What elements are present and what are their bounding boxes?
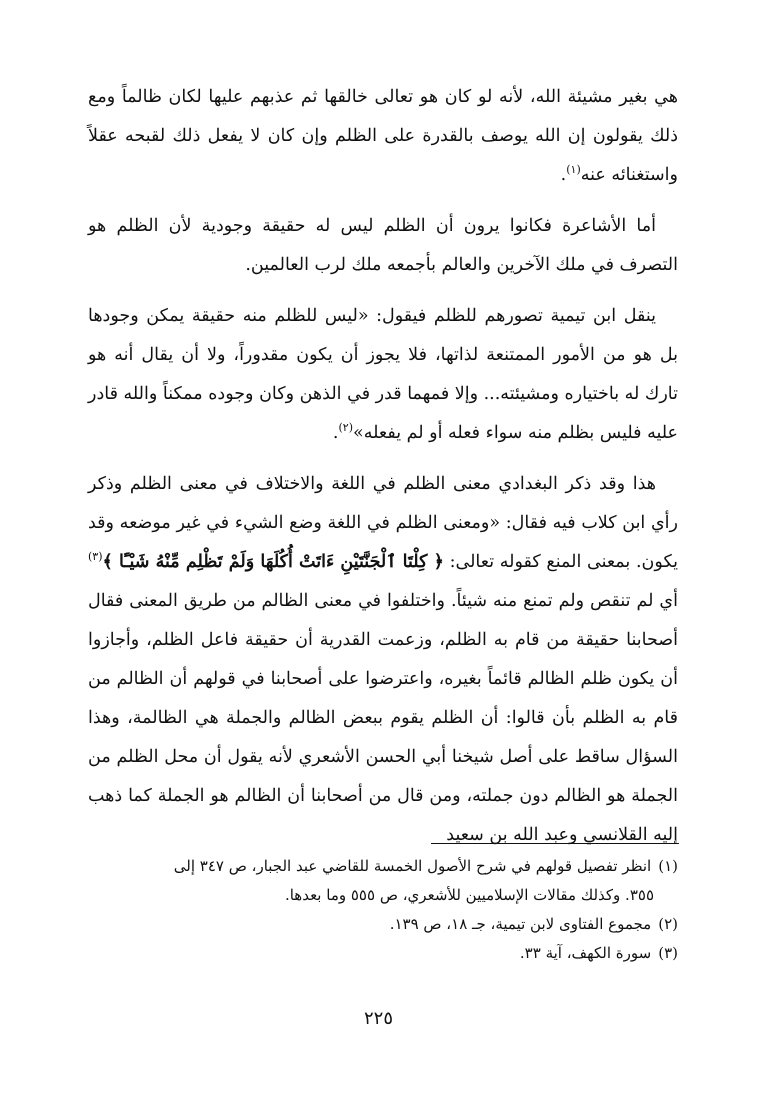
footnote-2-text: مجموع الفتاوى لابن تيمية، جـ ١٨، ص ١٣٩. xyxy=(389,915,652,933)
paragraph-4-text-a: هذا وقد ذكر البغدادي معنى الظلم في اللغة والاختلاف في معنى الظلم وذكر رأي ابن كلاب فيه فقال: «ومعنى الظلم في اللغة وضع الشيء في غير موضعه وقد يكون. بمعنى المنع كقوله تعالى: xyxy=(88,474,678,572)
footnote-1-text: انظر تفصيل قولهم في شرح الأصول الخمسة للقاضي عبد الجبار، ص ٣٤٧ إلى xyxy=(173,857,652,875)
footnote-3-number: (٣) xyxy=(658,944,678,962)
page-number: ٢٢٥ xyxy=(363,1008,393,1029)
footnote-3-text: سورة الكهف، آية ٣٣. xyxy=(519,944,652,962)
footnote-1-number: (١) xyxy=(658,857,678,875)
paragraph-4-text-b: أي لم تنقص ولم تمنع منه شيئاً. واختلفوا في معنى الظالم من طريق المعنى فقال أصحابنا حقيقة من قام به الظلم، وزعمت القدرية أن حقيقة فاعل الظلم، وأجازوا أن يكون ظلم الظالم قائماً بغيره، واعترضوا على أصحابنا في قولهم أن الظالم من قام به الظلم بأن قالوا: أن الظلم يقوم ببعض الظالم والجملة هي الظالمة، وهذا السؤال ساقط على أصل شيخنا أبي الحسن الأشعري لأنه يقول أن محل الظلم من الجملة هو الظالم دون جملته، ومن قال من أصحابنا أن الظالم هو الجملة كما ذهب إليه القلانسي وعبد الله بن سعيد xyxy=(88,591,678,845)
footnote-1 xyxy=(80,852,678,881)
footnote-1-text-continued: ٣٥٥. وكذلك مقالات الإسلاميين للأشعري، ص ٥٥٥ وما بعدها. xyxy=(284,886,654,904)
footnote-ref-3: (٣) xyxy=(88,550,103,564)
paragraph-3 xyxy=(88,297,678,453)
paragraph-3-end: . xyxy=(332,423,339,443)
footnote-2-number: (٢) xyxy=(658,915,678,933)
footnotes xyxy=(80,852,678,968)
footnote-separator xyxy=(431,843,679,844)
paragraph-4 xyxy=(88,465,678,855)
paragraph-2 xyxy=(88,207,678,285)
paragraph-1 xyxy=(88,78,678,195)
paragraph-1-end: . xyxy=(560,165,567,185)
footnote-2 xyxy=(80,910,678,939)
main-text xyxy=(88,78,678,855)
paragraph-2-text: أما الأشاعرة فكانوا يرون أن الظلم ليس له حقيقة وجودية لأن الظلم هو التصرف في ملك الآخرين والعالم بأجمعه ملك لرب العالمين. xyxy=(88,216,678,275)
paragraph-3-text: ينقل ابن تيمية تصورهم للظلم فيقول: «ليس للظلم منه حقيقة يمكن وجودها بل هو من الأمور الممتنعة لذاتها، فلا يجوز أن يكون مقدوراً، ولا أن يقال أنه هو تارك له باختياره ومشيئته... وإلا فمهما قدر في الذهن وكان وجوده ممكناً والله قادر عليه فليس بظلم منه سواء فعله أو لم يفعله» xyxy=(88,306,678,443)
paragraph-1-text: هي بغير مشيئة الله، لأنه لو كان هو تعالى خالقها ثم عذبهم عليها لكان ظالماً ومع ذلك يقولون إن الله يوصف بالقدرة على الظلم وإن كان لا يفعل ذلك لقبحه عقلاً واستغنائه عنه xyxy=(88,87,678,185)
footnote-1-continued xyxy=(80,881,678,910)
quran-verse: ﴿ كِلْتَا ٱلْجَنَّتَيْنِ ءَاتَتْ أُكُلَهَا وَلَمْ تَظْلِم مِّنْهُ شَيْـًٔا ﴾ xyxy=(102,552,444,572)
footnote-3 xyxy=(80,939,678,968)
footnote-ref-2: (٢) xyxy=(338,421,354,435)
footnote-ref-1: (١) xyxy=(566,163,581,177)
